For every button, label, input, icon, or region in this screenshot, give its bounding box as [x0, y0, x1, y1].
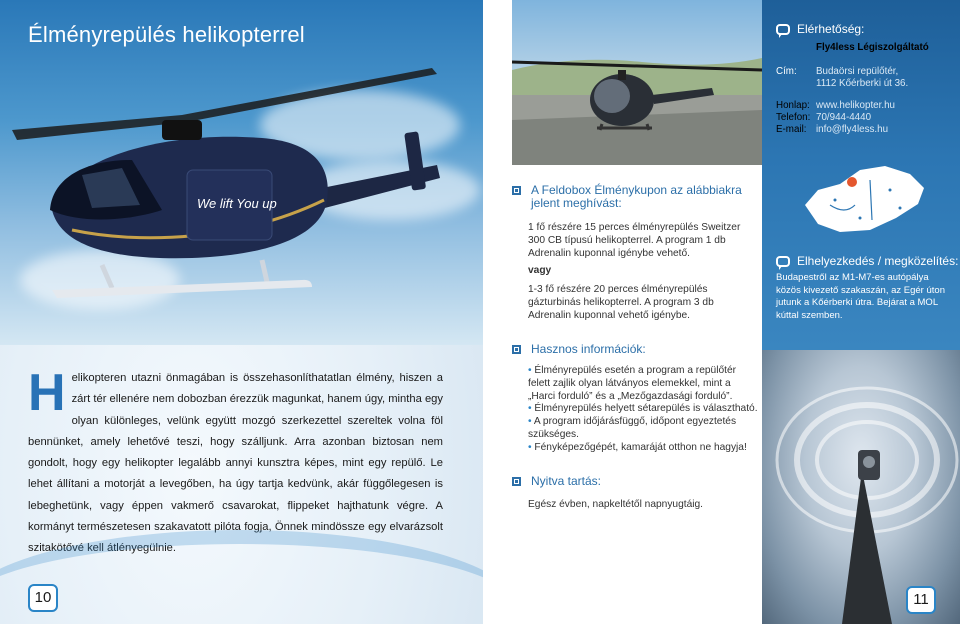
helicopter-photo	[12, 60, 442, 350]
speech-bubble-icon	[776, 24, 790, 35]
door-lettering: We lift You up	[197, 196, 277, 211]
rotor-photo	[762, 350, 960, 624]
small-helicopter-photo	[512, 0, 762, 165]
location-heading	[776, 254, 958, 268]
location-marker-icon	[847, 177, 857, 187]
address-line-2: 1112 Kőérberki út 36.	[816, 78, 909, 89]
page-number-left: 10	[28, 584, 58, 612]
contact-heading-text: Elérhetőség:	[797, 22, 865, 36]
info-heading	[512, 343, 762, 356]
address-label: Cím:	[776, 66, 797, 77]
offer-heading	[512, 184, 762, 210]
location-text: Budapestről az M1-M7-es autópálya közös kivezető szakaszán, az Egér úton jutunk a Kőérberki útra. Bejárat a MOL kúttal szemben.	[776, 272, 945, 321]
info-list	[528, 365, 758, 455]
phone-label: Telefon:	[776, 112, 811, 123]
offer-or-label: vagy	[528, 265, 552, 276]
phone-value: 70/944-4440	[816, 112, 872, 123]
speech-bubble-icon	[776, 256, 790, 267]
validity-text: Egész évben, napkeltétől napnyugtáig.	[528, 499, 704, 510]
company-name: Fly4less Légiszolgáltató	[816, 42, 929, 53]
list-item: • Élményrepülés helyett sétarepülés is választható.	[528, 403, 758, 415]
email-link[interactable]: info@fly4less.hu	[816, 124, 889, 135]
contact-heading	[776, 22, 864, 36]
location-heading-text: Elhelyezkedés / megközelítés:	[797, 254, 959, 268]
intro-text: elikopteren utazni önmagában is összehasonlíthatatlan élmény, hiszen a zárt tér ellenére nem dobozban érezzük magunkat, hanem úgy, mintha egy olyan különleges, velünk együtt mozgó szerkezettel szereltek volna föl bennünket, amely lehetővé teszi, hogy szálljunk. Arra azonban biztosan nem gondolt, hogy egy helikopter legalább annyi kunsztra képes, mint egy repülő. Le lehet állítani a motorját a levegőben, ha úgy tartja kedvünk, akár függőlegesen is lebeghetünk, vagy éppen vakmerő csavarokat, flippeket hajthatunk végre. A kormányt természetesen szakavatott pilóta fogja, Önnek mindössze egy elvarázsolt szitakötővé kell átlényegülnie.	[28, 372, 443, 555]
hungary-map	[800, 160, 930, 240]
email-label: E-mail:	[776, 124, 807, 135]
offer-heading-text: A Feldobox Élménykupon az alábbiakra jelent meghívást:	[531, 183, 742, 210]
offer-option-2: 1-3 fő részére 20 perces élményrepülés gázturbinás helikopterrel. A program 3 db Adrenalin kuponnal vehető igénybe.	[528, 284, 714, 321]
bullet-icon	[512, 477, 521, 486]
info-heading-text: Hasznos információk:	[531, 342, 646, 356]
drop-cap: H	[28, 364, 66, 422]
validity-heading-text: Nyitva tartás:	[531, 474, 602, 488]
address-line-1: Budaörsi repülőtér,	[816, 66, 899, 77]
page-number-right: 11	[906, 586, 936, 614]
list-item: • Élményrepülés esetén a program a repülőtér felett zajlik olyan látványos elemekkel, mint a „Harci forduló” és a „Mezőgazdasági forduló”.	[528, 365, 737, 402]
web-label: Honlap:	[776, 100, 810, 111]
page-title: Élményrepülés helikopterrel	[28, 22, 305, 47]
web-link[interactable]: www.helikopter.hu	[816, 100, 895, 111]
offer-option-1: 1 fő részére 15 perces élményrepülés Sweitzer 300 CB típusú helikopterrel. A program 1 db Adrenalin kuponnal igénybe vehető.	[528, 222, 741, 259]
list-item: • Fényképezőgépét, kamaráját otthon ne hagyja!	[528, 441, 747, 453]
bullet-icon	[512, 345, 521, 354]
validity-heading	[512, 475, 762, 488]
list-item: • A program időjárásfüggő, időpont egyeztetés szükséges.	[528, 416, 737, 440]
bullet-icon	[512, 186, 521, 195]
